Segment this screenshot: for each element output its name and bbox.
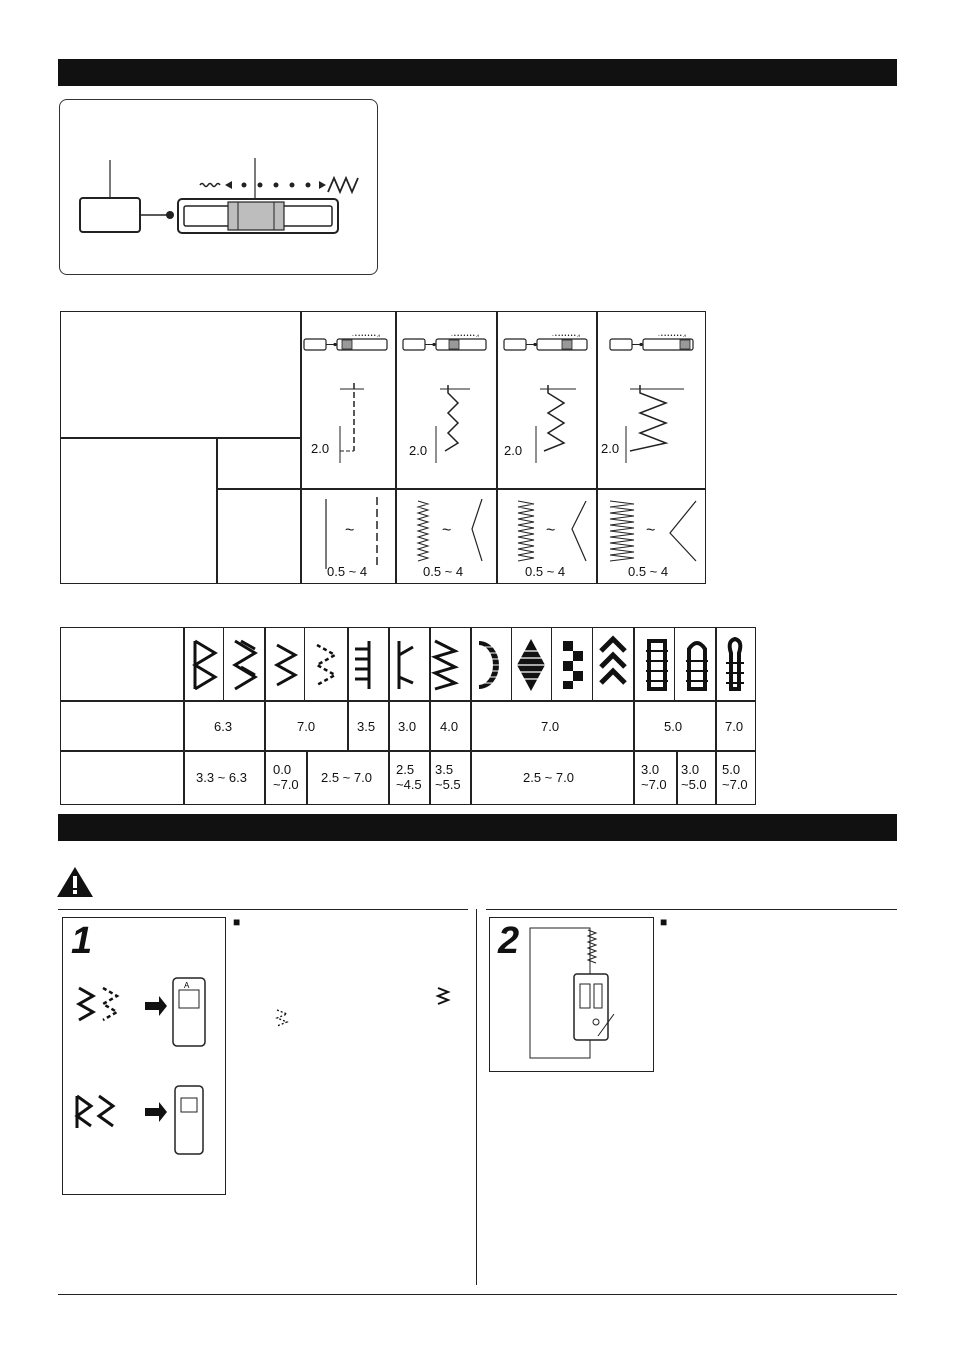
manual-width-value: 2.5 [396, 762, 415, 777]
auto-width-value: 4.0 [440, 719, 459, 734]
width-dial-svg [60, 100, 379, 276]
manual-width-value: ~5.5 [435, 777, 461, 792]
manual-width-value: 5.0 [722, 762, 741, 777]
dimension-label: 2.0 [601, 441, 620, 456]
table-divider [216, 437, 218, 584]
manual-width-value: 2.5 ~ 7.0 [321, 770, 372, 785]
column-divider [476, 909, 477, 1285]
bullet-icon: ■ [233, 915, 241, 929]
manual-width-value: ~7.0 [273, 777, 299, 792]
table-divider [60, 437, 301, 439]
length-range: 0.5 ~ 4 [327, 564, 368, 579]
warning-icon [55, 865, 95, 899]
width-illustrations [300, 311, 706, 584]
manual-width-value: ~4.5 [396, 777, 422, 792]
step-1-illustration [62, 917, 226, 1195]
dashed-zigzag-icon [276, 1008, 288, 1028]
svg-text:- • • • • • • • ⩘: - • • • • • • • ⩘ [352, 333, 380, 339]
manual-width-value: 3.0 [681, 762, 700, 777]
table-divider [60, 750, 756, 752]
step-number: 1 [71, 920, 93, 962]
length-range: 0.5 ~ 4 [628, 564, 669, 579]
manual-width-value: 3.0 [641, 762, 660, 777]
svg-text:- • • • • • • • ⩘: - • • • • • • • ⩘ [658, 333, 686, 339]
table-divider [306, 750, 308, 805]
width-dial-illustration [59, 99, 378, 275]
zigzag-icon [437, 986, 449, 1006]
step-2-illustration [489, 917, 654, 1072]
auto-width-value: 6.3 [214, 719, 233, 734]
tilde: ~ [442, 522, 452, 539]
manual-width-value: 3.5 [435, 762, 454, 777]
step-2-svg [490, 918, 655, 1073]
manual-width-value: ~5.0 [681, 777, 707, 792]
manual-width-value: 0.0 [273, 762, 292, 777]
tilde: ~ [546, 522, 556, 539]
svg-text:- • • • • • • • ⩘: - • • • • • • • ⩘ [451, 333, 479, 339]
footer-rule [58, 1294, 897, 1295]
auto-width-value: 3.5 [357, 719, 376, 734]
manual-width-value: ~7.0 [722, 777, 748, 792]
manual-width-value: 2.5 ~ 7.0 [523, 770, 574, 785]
auto-width-value: 7.0 [725, 719, 744, 734]
section-header-bar-bottom [58, 814, 897, 841]
stitch-pattern-icons [183, 627, 756, 700]
tilde: ~ [646, 522, 656, 539]
column-rule [486, 909, 897, 910]
step-number: 2 [498, 920, 520, 962]
section-header-bar-top [58, 59, 897, 86]
tilde: ~ [345, 522, 355, 539]
column-rule [58, 909, 468, 910]
table-divider [676, 750, 678, 805]
dimension-label: 2.0 [504, 443, 523, 458]
manual-width-value: ~7.0 [641, 777, 667, 792]
bullet-icon: ■ [660, 915, 668, 929]
dimension-label: 2.0 [311, 441, 330, 456]
step-1-svg [63, 918, 227, 1196]
auto-width-value: 3.0 [398, 719, 417, 734]
length-range: 0.5 ~ 4 [525, 564, 566, 579]
svg-text:- • • • • • • • ⩘: - • • • • • • • ⩘ [552, 333, 580, 339]
dimension-label: 2.0 [409, 443, 428, 458]
auto-width-value: 7.0 [541, 719, 560, 734]
length-range: 0.5 ~ 4 [423, 564, 464, 579]
svg-text:A: A [184, 981, 190, 990]
table-divider [60, 700, 756, 702]
auto-width-value: 5.0 [664, 719, 683, 734]
manual-width-value: 3.3 ~ 6.3 [196, 770, 247, 785]
auto-width-value: 7.0 [297, 719, 316, 734]
